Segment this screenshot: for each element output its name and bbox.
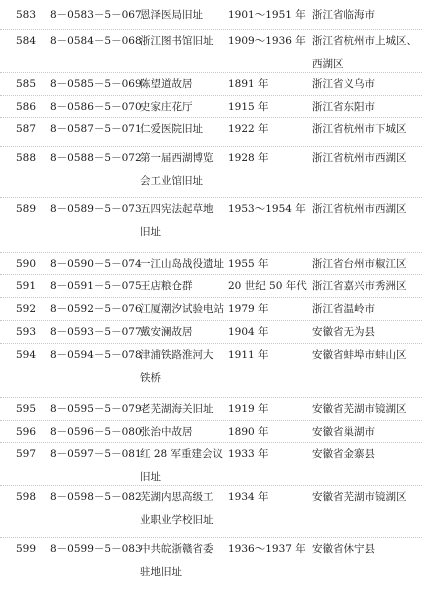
site-location: 安徽省无为县 [312,326,375,338]
site-period: 1928 年 [228,152,269,164]
table-row [0,8,422,28]
site-code: 8－0584－5－068 [50,35,142,47]
row-number: 590 [16,258,37,270]
row-divider [0,72,422,73]
site-code: 8－0586－5－070 [50,101,142,113]
site-name: 老芜湖海关旧址 [140,403,214,415]
row-divider [0,485,422,486]
site-name-cont: 会工业馆旧址 [140,175,203,187]
site-code: 8－0599－5－083 [50,543,142,555]
site-location: 浙江省杭州市下城区 [312,123,407,135]
site-name: 戴安澜故居 [140,326,193,338]
row-divider [0,252,422,253]
row-number: 583 [16,9,37,21]
site-location: 安徽省金寨县 [312,448,375,460]
site-period: 1922 年 [228,123,269,135]
site-name: 中共皖浙赣省委 [140,543,214,555]
site-period: 1933 年 [228,448,269,460]
site-name: 恩泽医局旧址 [140,9,203,21]
site-code: 8－0590－5－074 [50,258,142,270]
row-divider [0,197,422,198]
row-number: 592 [16,303,37,315]
site-name: 一江山岛战役遗址 [140,258,224,270]
site-location: 浙江省温岭市 [312,303,375,315]
row-divider [0,343,422,344]
site-name: 王店粮仓群 [140,280,193,292]
site-name: 五四宪法起草地 [140,203,214,215]
table-row [0,542,422,584]
site-name-cont: 驻地旧址 [140,566,182,578]
site-name: 仁爱医院旧址 [140,123,203,135]
site-period: 1901～1951 年 [228,9,306,21]
site-code: 8－0598－5－082 [50,491,142,503]
site-code: 8－0592－5－076 [50,303,142,315]
site-period: 1904 年 [228,326,269,338]
row-number: 588 [16,152,37,164]
site-code: 8－0595－5－079 [50,403,142,415]
table-row [0,325,422,345]
site-period: 1891 年 [228,78,269,90]
table-row [0,490,422,532]
row-number: 598 [16,491,37,503]
row-divider [0,117,422,118]
row-number: 594 [16,349,37,361]
site-code: 8－0583－5－067 [50,9,142,21]
row-divider [0,442,422,443]
site-location: 浙江省杭州市上城区、 [312,35,417,47]
site-location: 安徽省芜湖市镜湖区 [312,403,407,415]
site-location: 浙江省义乌市 [312,78,375,90]
site-code: 8－0593－5－077 [50,326,142,338]
site-period: 1934 年 [228,491,269,503]
site-location: 浙江省杭州市西湖区 [312,152,407,164]
site-name: 津浦铁路淮河大 [140,349,214,361]
site-location: 浙江省嘉兴市秀洲区 [312,280,407,292]
table-row [0,77,422,97]
site-location: 安徽省芜湖市镜湖区 [312,491,407,503]
site-period: 1911 年 [228,349,269,361]
row-number: 585 [16,78,37,90]
site-name-cont: 业职业学校旧址 [140,514,214,526]
site-name: 江厦潮汐试验电站 [140,303,224,315]
site-name: 芜湖内思高级工 [140,491,214,503]
table-row [0,202,422,244]
site-period: 1979 年 [228,303,269,315]
table-row [0,402,422,422]
row-divider [0,146,422,147]
site-code: 8－0596－5－080 [50,426,142,438]
row-divider [0,274,422,275]
row-number: 599 [16,543,37,555]
row-number: 593 [16,326,37,338]
site-period: 1890 年 [228,426,269,438]
row-divider [0,95,422,96]
row-divider [0,420,422,421]
site-period: 1953～1954 年 [228,203,306,215]
row-number: 589 [16,203,37,215]
site-name: 张治中故居 [140,426,193,438]
site-name: 红 28 军重建会议 [140,448,224,460]
site-code: 8－0594－5－078 [50,349,142,361]
site-location: 安徽省休宁县 [312,543,375,555]
site-code: 8－0597－5－081 [50,448,142,460]
table-row [0,279,422,299]
site-location-cont: 西湖区 [312,58,344,70]
site-name-cont: 旧址 [140,471,161,483]
site-period: 20 世纪 50 年代 [228,280,307,292]
table-row [0,348,422,390]
row-divider [0,397,422,398]
row-number: 596 [16,426,37,438]
site-name: 浙江图书馆旧址 [140,35,214,47]
row-number: 597 [16,448,37,460]
site-period: 1909～1936 年 [228,35,306,47]
site-location: 浙江省台州市椒江区 [312,258,407,270]
row-number: 584 [16,35,37,47]
site-location: 安徽省蚌埠市蚌山区 [312,349,407,361]
table-row [0,151,422,193]
table-row [0,302,422,322]
table-row [0,122,422,142]
site-name: 陈望道故居 [140,78,193,90]
row-divider [0,537,422,538]
table-row [0,34,422,76]
row-number: 587 [16,123,37,135]
row-number: 591 [16,280,37,292]
site-code: 8－0589－5－073 [50,203,142,215]
site-code: 8－0585－5－069 [50,78,142,90]
site-code: 8－0587－5－071 [50,123,142,135]
row-divider [0,297,422,298]
site-name-cont: 旧址 [140,226,161,238]
site-code: 8－0591－5－075 [50,280,142,292]
row-number: 595 [16,403,37,415]
row-divider [0,29,422,30]
site-name: 第一届西湖博览 [140,152,214,164]
site-location: 浙江省东阳市 [312,101,375,113]
table-row [0,447,422,489]
site-period: 1955 年 [228,258,269,270]
site-name-cont: 铁桥 [140,372,161,384]
site-location: 浙江省杭州市西湖区 [312,203,407,215]
site-location: 浙江省临海市 [312,9,375,21]
row-divider [0,320,422,321]
site-period: 1919 年 [228,403,269,415]
site-location: 安徽省巢湖市 [312,426,375,438]
site-period: 1936～1937 年 [228,543,306,555]
site-code: 8－0588－5－072 [50,152,142,164]
site-period: 1915 年 [228,101,269,113]
site-name: 史家庄花厅 [140,101,193,113]
row-number: 586 [16,101,37,113]
